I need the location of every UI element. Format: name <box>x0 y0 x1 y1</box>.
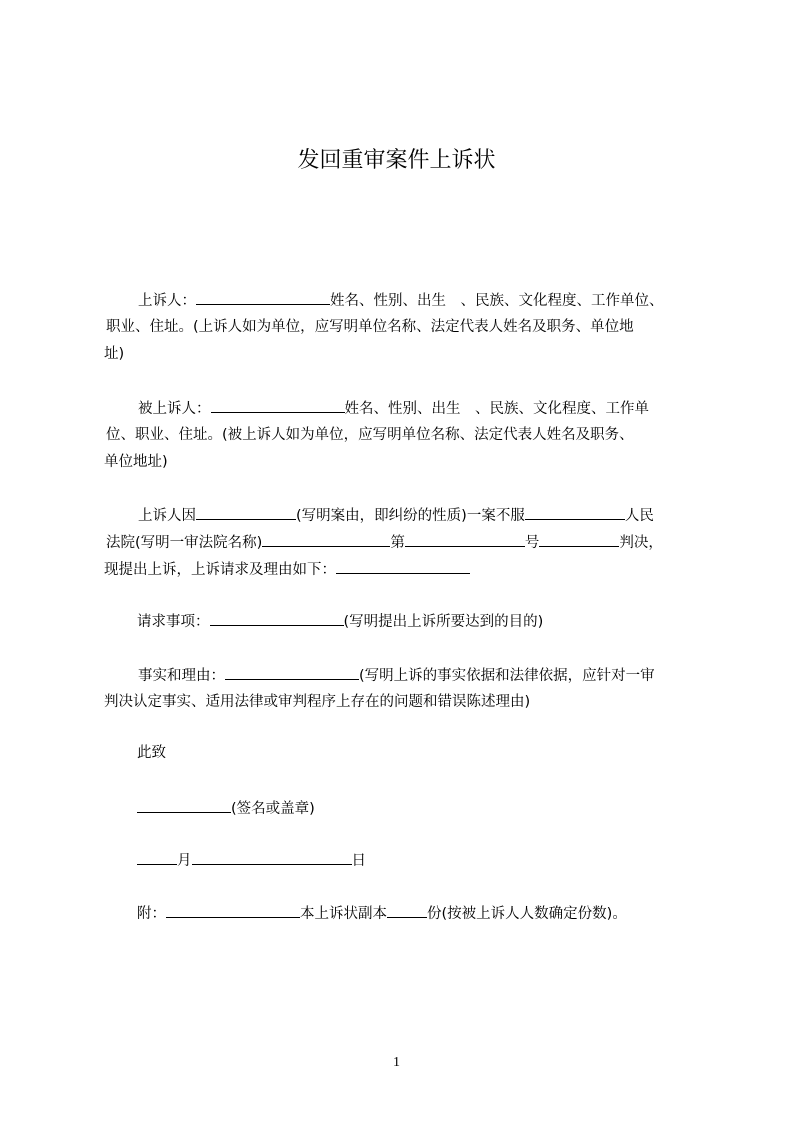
text: (签名或盖章) <box>231 801 315 817</box>
date-line <box>137 850 366 871</box>
facts-blank <box>225 665 359 680</box>
signature-blank <box>137 798 231 813</box>
copies-blank <box>387 903 427 918</box>
claims-line <box>137 611 543 632</box>
case-number-blank <box>405 532 525 547</box>
attachment-blank <box>166 903 300 918</box>
text: 份(按被上诉人人数确定份数)。 <box>427 906 627 922</box>
text: (写明案由，即纠纷的性质)一案不服 <box>296 508 525 524</box>
signature-line <box>137 798 315 819</box>
label: 附： <box>137 906 166 922</box>
text: 姓名、性别、出生 、民族、文化程度、工作单位、 <box>330 293 664 309</box>
case-cause-blank <box>196 505 296 520</box>
facts-line-1 <box>138 665 655 686</box>
court-blank <box>525 505 625 520</box>
text: (写明提出上诉所要达到的目的) <box>343 614 544 630</box>
day-blank <box>192 850 352 865</box>
appellee-line-3: 单位地址) <box>104 454 168 470</box>
label: 请求事项： <box>137 614 210 630</box>
reasons-blank <box>336 559 470 574</box>
label: 事实和理由： <box>138 668 225 684</box>
text: 第 <box>390 535 405 551</box>
text: 现提出上诉，上诉请求及理由如下： <box>104 562 336 578</box>
appellee-blank <box>211 398 345 413</box>
text: 本上诉状副本 <box>300 906 387 922</box>
appellant-blank <box>196 290 330 305</box>
text: 日 <box>351 853 366 869</box>
document-title: 发回重审案件上诉状 <box>297 148 496 173</box>
text: 月 <box>177 853 192 869</box>
facts-line-2: 判决认定事实、适用法律或审判程序上存在的问题和错误陈述理由) <box>104 694 531 710</box>
cause-line-2 <box>106 532 663 553</box>
appellant-line-3: 址) <box>104 346 125 362</box>
page-number: 1 <box>393 1055 400 1070</box>
cause-line-1 <box>138 505 654 526</box>
text: 法院(写明一审法院名称) <box>106 535 263 551</box>
appellee-line-1 <box>138 398 649 419</box>
appellee-line-2: 位、职业、住址。(被上诉人如为单位，应写明单位名称、法定代表人姓名及职务、 <box>106 427 634 443</box>
text: (写明上诉的事实依据和法律依据，应针对一审 <box>359 668 655 684</box>
text: 号 <box>524 535 540 551</box>
year-blank <box>262 532 390 547</box>
text: 人民 <box>624 508 654 524</box>
text: 姓名、性别、出生 、民族、文化程度、工作单 <box>344 401 649 417</box>
claims-blank <box>210 611 344 626</box>
label: 被上诉人： <box>138 401 211 417</box>
cause-line-3 <box>104 559 470 580</box>
month-blank <box>137 850 177 865</box>
salutation: 此致 <box>137 745 166 761</box>
appellant-line-2: 职业、住址。(上诉人如为单位，应写明单位名称、法定代表人姓名及职务、单位地 <box>106 319 634 335</box>
appellant-line-1 <box>138 290 664 311</box>
judgment-blank <box>539 532 619 547</box>
text: 上诉人因 <box>138 508 196 524</box>
label: 上诉人： <box>138 293 196 309</box>
attachment-line <box>137 903 627 924</box>
text: 判决， <box>619 535 663 551</box>
